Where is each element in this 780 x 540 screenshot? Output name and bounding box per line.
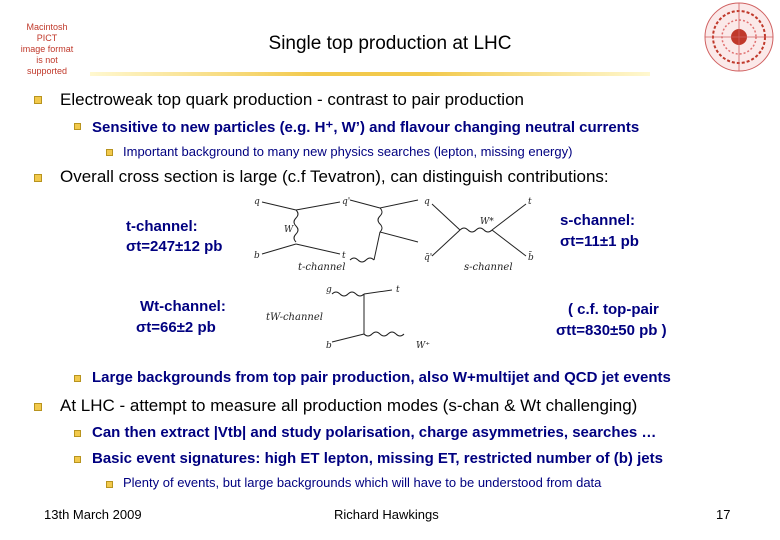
wt-channel-caption: tW-channel: [266, 312, 323, 323]
bullet-plenty-events: Plenty of events, but large backgrounds which will have to be understood from data: [123, 475, 602, 490]
wt-channel-xsec: σt=66±2 pb: [136, 319, 216, 336]
bullet-large-backgrounds: Large backgrounds from top pair production, also W+multijet and QCD jet events: [92, 369, 671, 386]
svg-text:t: t: [396, 285, 400, 295]
svg-text:b̄: b̄: [528, 253, 534, 263]
bullet-marker: [74, 456, 81, 463]
footer-date: 13th March 2009: [44, 507, 142, 522]
bullet-marker: [74, 123, 81, 130]
svg-text:t: t: [528, 197, 532, 207]
wt-channel-label: Wt-channel:: [140, 298, 226, 315]
svg-text:g: g: [326, 285, 332, 295]
svg-text:b: b: [254, 251, 260, 261]
bullet-marker: [74, 375, 81, 382]
bullet-extract-vtb: Can then extract |Vtb| and study polarisation, charge asymmetries, searches …: [92, 424, 657, 441]
title-underline: [90, 72, 650, 76]
bullet-marker: [106, 481, 113, 488]
svg-text:q: q: [254, 197, 260, 207]
top-pair-xsec: σtt=830±50 pb ): [556, 322, 667, 339]
bullet-background: Important background to many new physics searches (lepton, missing energy): [123, 144, 573, 159]
wt-channel-feynman-diagram: [252, 282, 482, 358]
svg-text:q: q: [424, 197, 430, 207]
atlas-event-logo-icon: [702, 0, 776, 74]
s-channel-xsec: σt=11±1 pb: [560, 233, 639, 250]
t-channel-label: t-channel:: [126, 218, 198, 235]
bullet-marker: [34, 403, 42, 411]
bullet-marker: [34, 96, 42, 104]
bullet-marker: [34, 174, 42, 182]
svg-text:q̄': q̄': [424, 253, 433, 263]
top-pair-label: ( c.f. top-pair: [568, 301, 659, 318]
s-channel-caption: s-channel: [464, 262, 513, 273]
bullet-sensitive: Sensitive to new particles (e.g. H⁺, W’) and flavour changing neutral currents: [92, 119, 640, 136]
footer-author: Richard Hawkings: [334, 507, 439, 522]
svg-text:q': q': [342, 197, 351, 207]
unsupported-image-placeholder: Macintosh PICT image format is not supported: [20, 22, 74, 76]
bullet-marker: [74, 430, 81, 437]
svg-text:W⁺: W⁺: [416, 341, 431, 351]
svg-text:t: t: [342, 251, 346, 261]
bullet-cross-section: Overall cross section is large (c.f Tevatron), can distinguish contributions:: [60, 167, 609, 186]
svg-text:W*: W*: [480, 217, 494, 227]
s-channel-label: s-channel:: [560, 212, 636, 229]
footer-page-number: 17: [716, 507, 731, 522]
bullet-marker: [106, 149, 113, 156]
slide-title: Single top production at LHC: [268, 33, 512, 54]
bullet-event-signatures: Basic event signatures: high ET lepton, missing ET, restricted number of (b) jets: [92, 450, 663, 467]
svg-text:b: b: [326, 341, 332, 351]
t-channel-caption: t-channel: [298, 262, 346, 273]
t-and-s-channel-feynman-diagrams: [250, 192, 550, 274]
bullet-electroweak: Electroweak top quark production - contrast to pair production: [60, 90, 524, 109]
bullet-lhc-measure: At LHC - attempt to measure all production modes (s-chan & Wt challenging): [60, 396, 638, 415]
svg-text:W: W: [284, 225, 294, 235]
t-channel-xsec: σt=247±12 pb: [126, 238, 223, 255]
